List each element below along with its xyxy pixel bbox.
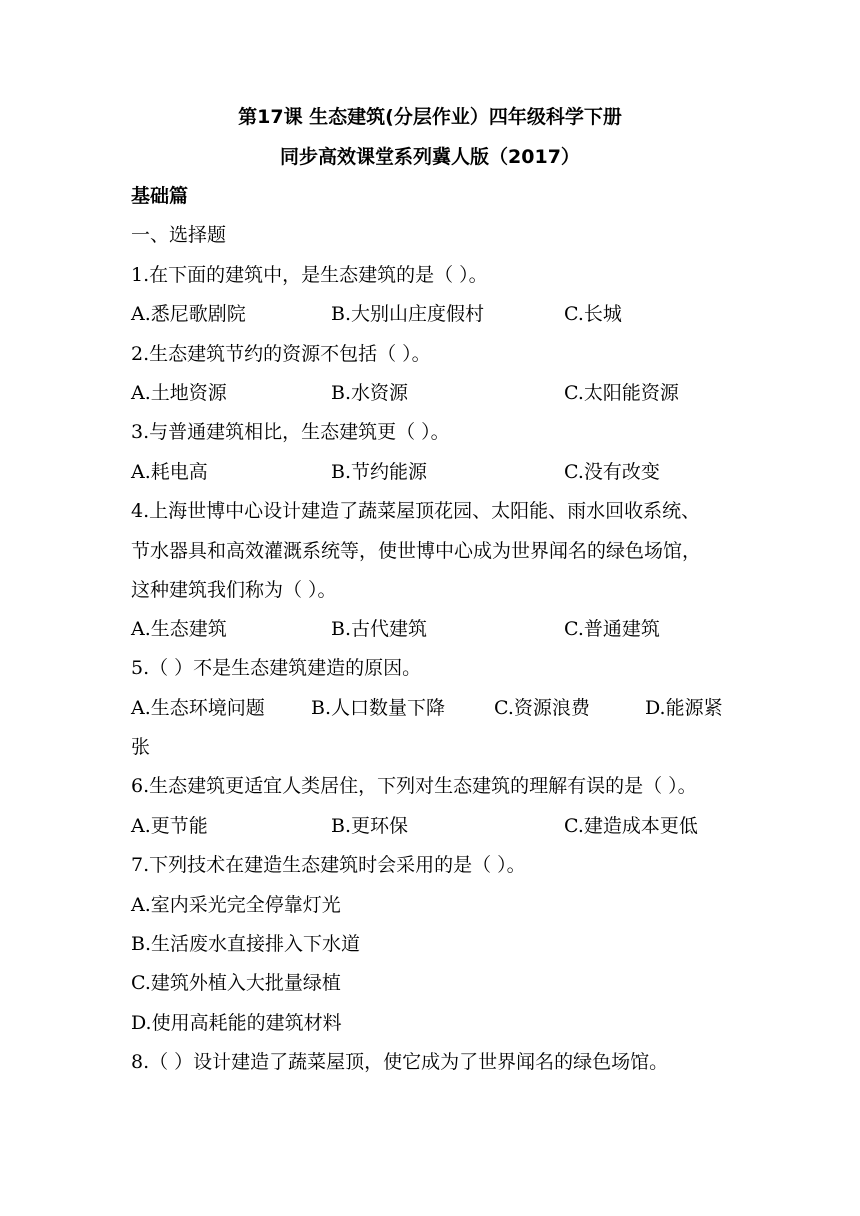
question-3-stem: 3.与普通建筑相比，生态建筑更（ ）。	[131, 421, 450, 443]
question-2-option-b: B.水资源	[331, 382, 409, 404]
question-4-stem-line-1: 4.上海世博中心设计建造了蔬菜屋顶花园、太阳能、雨水回收系统、	[131, 500, 701, 522]
question-1-option-a: A.悉尼歌剧院	[131, 303, 246, 325]
question-4-stem-line-3: 这种建筑我们称为（ ）。	[131, 579, 337, 601]
question-8-stem: 8.（ ）设计建造了蔬菜屋顶，使它成为了世界闻名的绿色场馆。	[131, 1051, 669, 1073]
question-5-option-d: D.能源紧	[645, 697, 723, 719]
question-5-option-c: C.资源浪费	[494, 697, 590, 719]
question-3-option-a: A.耗电高	[131, 461, 208, 483]
question-4-stem-line-2: 节水器具和高效灌溉系统等，使世博中心成为世界闻名的绿色场馆，	[131, 540, 702, 562]
question-7-option-d: D.使用高耗能的建筑材料	[131, 1012, 342, 1034]
question-1-option-b: B.大别山庄度假村	[331, 303, 485, 325]
question-7-stem: 7.下列技术在建造生态建筑时会采用的是（ ）。	[131, 854, 526, 876]
question-4-option-a: A.生态建筑	[131, 618, 227, 640]
question-4-option-c: C.普通建筑	[564, 618, 660, 640]
document-title: 第17课 生态建筑(分层作业）四年级科学下册	[238, 106, 622, 128]
question-2-stem: 2.生态建筑节约的资源不包括（ ）。	[131, 343, 431, 365]
question-6-stem: 6.生态建筑更适宜人类居住，下列对生态建筑的理解有误的是（ ）。	[131, 775, 697, 797]
question-5-option-d-wrap: 张	[131, 736, 151, 758]
question-4-option-b: B.古代建筑	[331, 618, 428, 640]
question-2-option-a: A.土地资源	[131, 382, 227, 404]
question-6-option-b: B.更环保	[331, 815, 409, 837]
question-7-option-b: B.生活废水直接排入下水道	[131, 933, 361, 955]
question-7-option-a: A.室内采光完全停靠灯光	[131, 894, 341, 916]
question-5-stem: 5.（ ）不是生态建筑建造的原因。	[131, 657, 422, 679]
part-heading: 一、选择题	[131, 224, 227, 246]
document-subtitle: 同步高效课堂系列冀人版（2017）	[280, 146, 580, 168]
section-heading: 基础篇	[131, 185, 189, 207]
question-6-option-a: A.更节能	[131, 815, 208, 837]
question-5-option-a: A.生态环境问题	[131, 697, 265, 719]
question-3-option-c: C.没有改变	[564, 461, 660, 483]
question-7-option-c: C.建筑外植入大批量绿植	[131, 972, 341, 994]
question-3-option-b: B.节约能源	[331, 461, 428, 483]
question-6-option-c: C.建造成本更低	[564, 815, 698, 837]
question-2-option-c: C.太阳能资源	[564, 382, 679, 404]
question-1-option-c: C.长城	[564, 303, 622, 325]
question-1-stem: 1.在下面的建筑中，是生态建筑的是（ ）。	[131, 264, 488, 286]
question-5-option-b: B.人口数量下降	[311, 697, 446, 719]
